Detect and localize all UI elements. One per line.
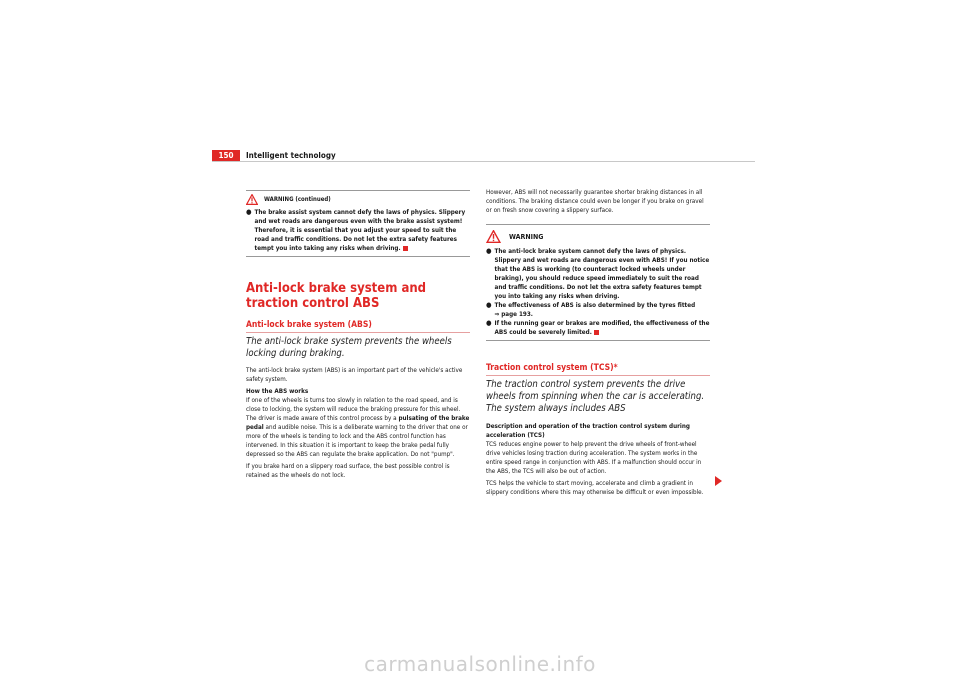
tcs-intro: The traction control system prevents the drive wheels from spinning when the car is accelerating. The system always includes ABS [486, 379, 705, 414]
abs-pulsating-emphasis: pulsating of the brake pedal [246, 415, 470, 431]
tcs-heading: Traction control system (TCS)* [486, 363, 618, 373]
running-header: Intelligent technology [246, 151, 336, 160]
warning-continued-item [246, 208, 470, 253]
warning-triangle-icon [246, 194, 258, 205]
abs-intro: The anti-lock brake system prevents the wheels locking during braking. [246, 336, 452, 359]
warning-item-3: ● If the running gear or brakes are modified, the effectiveness of the ABS could be severely limited. [486, 319, 710, 336]
bullet-icon: ● [246, 208, 252, 216]
header-rule [212, 161, 755, 162]
bullet-icon: ● [486, 247, 492, 255]
warning-triangle-icon [486, 230, 501, 243]
tcs-paragraph-1: TCS reduces engine power to help prevent the drive wheels of front-wheel drive vehicles losing traction during acceleration. The system works in the entire speed range in conjunction with ABS. If a malfunction should occur in the ABS, the TCS will also be out of action. [486, 441, 702, 475]
watermark: carmanualsonline.info [364, 652, 596, 676]
page-reference-link[interactable]: ⇒ page 193. [494, 311, 533, 318]
section-end-icon [403, 246, 408, 251]
warning-title: WARNING [509, 232, 544, 241]
abs-heading-rule [246, 332, 470, 333]
tcs-paragraph-2: TCS helps the vehicle to start moving, accelerate and climb a gradient in slippery conditions where this may otherwise be difficult or even impossible. [486, 480, 704, 496]
right-column [486, 188, 710, 497]
bullet-icon: ● [486, 301, 492, 309]
abs-paragraph-2: If one of the wheels is turns too slowly in relation to the road speed, and is close to locking, the system will reduce the braking pressure for this wheel. The driver is made aware of this control process by a pulsating of the brake pedal and audible noise. This is a deliberate warning to the driver that one or more of the wheels is tending to lock and the ABS control function has intervened. In this situation it is important to keep the brake pedal fully depressed so the ABS can regulate the brake application. Do not "pump". [246, 397, 470, 458]
tcs-heading-rule [486, 375, 710, 376]
warning-continued-text: The brake assist system cannot defy the laws of physics. Slippery and wet roads are dangerous even with the brake assist system! Therefore, it is essential that you adjust your speed to suit the road and traffic conditions. Do not let the extra safety features tempt you into taking any risks when driving. [254, 209, 466, 252]
warning-continued-box [246, 190, 470, 257]
warning-continued-header [246, 194, 470, 205]
warning-header [486, 230, 710, 243]
page-number: 150 [212, 150, 240, 161]
abs-limits-paragraph: However, ABS will not necessarily guarantee shorter braking distances in all conditions. The braking distance could even be longer if you brake on gravel or on fresh snow covering a slippery surface. [486, 189, 704, 214]
abs-paragraph-1: The anti-lock brake system (ABS) is an important part of the vehicle's active safety system. [246, 367, 463, 383]
section-heading: Anti-lock brake system and traction control ABS [246, 281, 427, 311]
abs-paragraph-3: If you brake hard on a slippery road surface, the best possible control is retained as the wheels do not lock. [246, 463, 450, 479]
bullet-icon: ● [486, 319, 492, 327]
warning-box [486, 224, 710, 341]
warning-item-1: ● The anti-lock brake system cannot defy the laws of physics. Slippery and wet roads are dangerous even with ABS! If you notice that the ABS is working (to counteract locked wheels under braking), you should reduce speed immediately to suit the road and traffic conditions. Do not let the extra safety features tempt you into taking any risks when driving. [486, 247, 710, 300]
continue-arrow-icon [715, 476, 722, 486]
abs-heading: Anti-lock brake system (ABS) [246, 320, 372, 330]
warning-continued-title: WARNING (continued) [264, 196, 331, 203]
abs-subheading: How the ABS works [246, 388, 309, 395]
section-end-icon [594, 330, 599, 335]
warning-item-2: ● The effectiveness of ABS is also determined by the tyres fitted ⇒ page 193. [486, 301, 696, 318]
tcs-subheading: Description and operation of the traction control system during acceleration (TCS) [486, 423, 690, 439]
abs-section [246, 320, 470, 480]
